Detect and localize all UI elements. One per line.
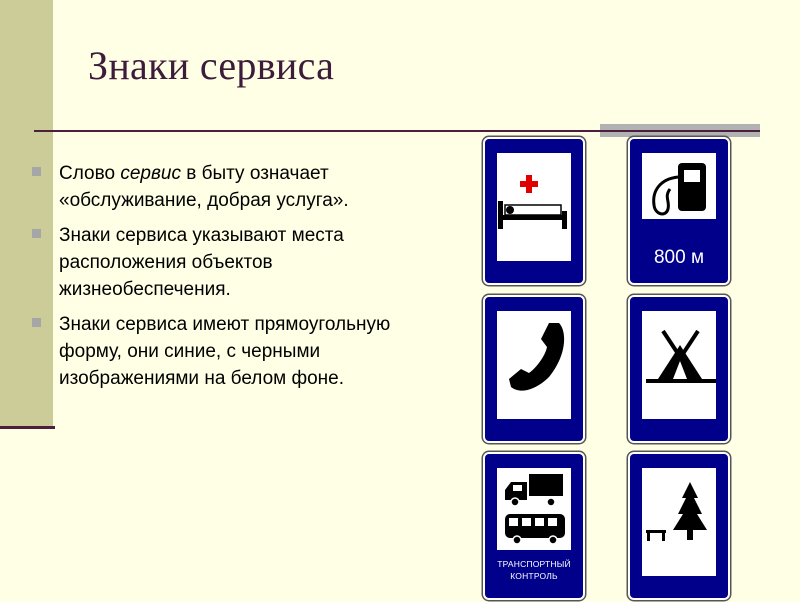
rest-area-sign-icon — [630, 454, 732, 602]
bullet-item: Знаки сервиса указывают места расположения объектов жизнеобеспечения. — [32, 222, 442, 303]
bullet-marker — [32, 229, 41, 238]
bullet-marker — [32, 318, 41, 327]
distance-label: 800 м — [653, 247, 705, 268]
fuel-station-sign — [628, 137, 730, 285]
bullet-marker — [32, 167, 41, 176]
camping-sign-icon — [630, 297, 732, 445]
rest-area-sign — [628, 452, 730, 600]
bullet-list — [32, 160, 442, 400]
slide-title: Знаки сервиса — [88, 43, 335, 88]
left-accent-line — [0, 426, 55, 429]
bullet-item: Слово сервис в быту означает «обслуживание, добрая услуга». — [32, 160, 442, 214]
transport-control-sign — [483, 452, 585, 600]
sign-caption: ТРАНСПОРТНЫЙ КОНТРОЛЬ — [497, 559, 571, 581]
bullet-item: Знаки сервиса имеют прямоугольную форму, они синие, с черными изображениями на белом фоне. — [32, 311, 442, 392]
telephone-sign-icon — [485, 297, 587, 445]
medical-aid-sign-icon — [485, 139, 587, 287]
title-rule — [34, 130, 760, 132]
medical-aid-sign — [483, 137, 585, 285]
telephone-sign — [483, 295, 585, 443]
camping-sign — [628, 295, 730, 443]
